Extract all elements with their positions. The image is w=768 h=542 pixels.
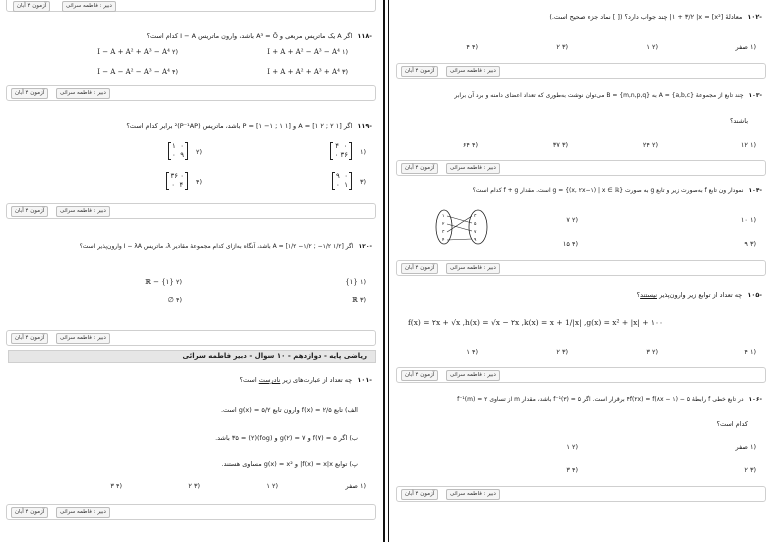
statement-b: ب) اگر f(۷) = ۵ و g(۲) = ۷ و (fog)(۲) = ۳۵ باشد.: [215, 434, 358, 442]
footer-bar: [6, 504, 376, 520]
footer-bar-top: [6, 0, 376, 12]
option-2[interactable]: (۲ ۲۴: [642, 141, 658, 149]
option-4[interactable]: (۴ I − A − A² − A³ − A⁴: [97, 68, 178, 76]
statement-c: پ) توابع f(x) = x|x| و g(x) = x² مساوی هستند.: [221, 460, 358, 468]
option-1[interactable]: (۱ صفر: [735, 43, 756, 51]
option-2[interactable]: (۲ I − A + A² + A³ − A⁴: [97, 48, 178, 56]
exam-chip: آزمون ۴ آبان: [11, 88, 48, 99]
option-1-matrix: ۴ ۰ ۰ ۳۶: [330, 142, 352, 160]
option-2[interactable]: (۲ ۱: [566, 443, 578, 451]
question-text: چند تابع از مجموعهٔ A = {a,b,c} به B = {m,n,p,q} می‌توان نوشت به‌طوری که تعداد اعضای دامنه و برد آن برابر: [454, 92, 744, 99]
option-2-label[interactable]: (۲: [195, 148, 202, 156]
teacher-chip: دبیر : فاطمه سرائی: [446, 163, 500, 174]
option-3-label[interactable]: (۳: [359, 178, 366, 186]
teacher-chip: دبیر : فاطمه سرائی: [446, 370, 500, 381]
footer-bar: [396, 160, 766, 176]
left-page: [0, 0, 378, 542]
teacher-chip: دبیر : فاطمه سرائی: [446, 66, 500, 77]
footer-bar: [396, 260, 766, 276]
teacher-chip: دبیر : فاطمه سرائی: [56, 206, 110, 217]
page-divider-thin: [388, 0, 389, 542]
venn-right-2: ۵: [474, 222, 477, 227]
footer-bar: [6, 85, 376, 101]
footer-bar: [396, 367, 766, 383]
option-3[interactable]: (۳ ۲: [556, 348, 568, 356]
question-103-line2: باشند؟: [729, 117, 748, 125]
question-104: -۱۰۴ نمودار ون تابع f به‌صورت زیر و تابع g به صورت g = {(x, ۲x−۱) | x ∈ ℝ} است. مقدار f + g کدام است؟: [472, 187, 762, 194]
option-2-matrix: ۱ ۰ ۰ ۹: [168, 142, 188, 160]
venn-left-4: ۴: [442, 238, 445, 243]
exam-chip: آزمون ۴ آبان: [11, 507, 48, 518]
option-3[interactable]: (۳ I + A + A² + A³ + A⁴: [267, 68, 348, 76]
option-3[interactable]: (۳ ۲: [556, 43, 568, 51]
question-106: -۱۰۶ در تابع خطی f رابطهٔ ۴f(۲x) = f(۸x − ۱) − ۵ برقرار است. اگر f⁻¹(۳) = ۵ باشد، مقدار m از تساوی f⁻¹(m) = ۲: [457, 396, 762, 403]
venn-right-3: ۷: [474, 230, 477, 235]
page-divider: [383, 0, 385, 542]
option-4[interactable]: (۴ ۴: [466, 43, 478, 51]
option-3[interactable]: (۳ ۹: [744, 240, 756, 248]
option-4[interactable]: (۴ ۳: [566, 466, 578, 474]
teacher-chip: دبیر : فاطمه سرائی: [56, 333, 110, 344]
teacher-chip: دبیر : فاطمه سرائی: [62, 1, 116, 12]
venn-arrow: [447, 239, 472, 240]
question-120: -۱۲۰ اگر A = [۱/۲ −۱/۲ ; −۱/۲ ۱/۲] باشد، آنگاه به‌ازای کدام مجموعهٔ مقادیر λ، ماتریس I − λA وارون‌پذیر است؟: [79, 243, 372, 250]
option-4-label[interactable]: (۴: [195, 178, 202, 186]
option-1[interactable]: (۱ ۱۰: [740, 216, 756, 224]
footer-bar: [396, 486, 766, 502]
teacher-chip: دبیر : فاطمه سرائی: [56, 507, 110, 518]
question-105: -۱۰۵ چه تعداد از توابع زیر وارون‌پذیر نیستند؟: [636, 291, 762, 299]
exam-chip: آزمون ۴ آبان: [401, 66, 438, 77]
option-2[interactable]: (۲ ۷: [566, 216, 578, 224]
section-header: ریاضی پایه - دوازدهم - ۱۰ سوال - دبیر فاطمه سرائی: [8, 350, 376, 363]
venn-diagram: [434, 208, 490, 246]
option-4[interactable]: (۴ ۱۵: [562, 240, 578, 248]
option-1[interactable]: (۱ {۱}: [345, 278, 366, 286]
option-3[interactable]: (۳ ℝ: [352, 296, 366, 304]
statement-a: الف) تابع f(x) = ۲/۵ وارون تابع g(x) = ۵/۲ است.: [220, 406, 358, 414]
option-1[interactable]: (۱ صفر: [735, 443, 756, 451]
option-3[interactable]: (۳ ۲: [744, 466, 756, 474]
exam-chip: آزمون ۴ آبان: [11, 333, 48, 344]
question-text: اگر A = [۱/۲ −۱/۲ ; −۱/۲ ۱/۲] باشد، آنگاه به‌ازای کدام مجموعهٔ مقادیر λ، ماتریس I − λA وارون‌پذیر است؟: [79, 243, 354, 250]
teacher-chip: دبیر : فاطمه سرائی: [446, 489, 500, 500]
option-4[interactable]: (۴ ۶۴: [462, 141, 478, 149]
venn-right-4: ۹: [474, 238, 477, 243]
question-101: -۱۰۱ چه تعداد از عبارت‌های زیر نادرست است؟: [239, 376, 372, 384]
question-102: -۱۰۲ معادلهٔ [x²] = ۱ + ۳/۲ |x| چند جواب دارد؟ ([ ] نماد جزء صحیح است.): [549, 13, 762, 21]
teacher-chip: دبیر : فاطمه سرائی: [446, 263, 500, 274]
venn-left-3: ۳: [442, 230, 445, 235]
option-2[interactable]: (۲ ۱: [646, 43, 658, 51]
question-text: نمودار ون تابع f به‌صورت زیر و تابع g به صورت g = {(x, ۲x−۱) | x ∈ ℝ} است. مقدار f + g کدام است؟: [472, 187, 744, 194]
question-text: اگر A = [۱ ۲ ; ۲ ۱] و P = [۱ −۱ ; ۱ ۱] باشد، ماتریس (P⁻¹AP)² برابر کدام است؟: [126, 122, 353, 130]
option-3[interactable]: (۳ ۳۷: [552, 141, 568, 149]
question-106-line2: کدام است؟: [716, 420, 748, 428]
footer-bar: [396, 63, 766, 79]
option-3-matrix: ۹ ۰ ۰ ۱: [332, 172, 352, 190]
teacher-chip: دبیر : فاطمه سرائی: [56, 88, 110, 99]
question-103: -۱۰۳ چند تابع از مجموعهٔ A = {a,b,c} به B = {m,n,p,q} می‌توان نوشت به‌طوری که تعداد اعضای دامنه و برد آن برابر: [454, 92, 762, 99]
option-1-label[interactable]: (۱: [359, 148, 366, 156]
venn-left-1: ۱: [442, 214, 445, 219]
option-2[interactable]: (۲ ℝ − {۱}: [145, 278, 182, 286]
question-text: اگر A یک ماتریس مربعی و A³ = Ō باشد، وارون ماتریس I − A کدام است؟: [146, 32, 353, 40]
exam-chip: آزمون ۴ آبان: [401, 370, 438, 381]
option-2[interactable]: (۲ ۱: [266, 482, 278, 490]
exam-chip: آزمون ۴ آبان: [401, 163, 438, 174]
exam-chip: آزمون ۴ آبان: [401, 263, 438, 274]
venn-left-2: ۲: [442, 222, 445, 227]
option-1[interactable]: (۱ ۴: [744, 348, 756, 356]
question-118: -۱۱۸ اگر A یک ماتریس مربعی و A³ = Ō باشد، وارون ماتریس I − A کدام است؟: [146, 32, 372, 40]
question-text: در تابع خطی f رابطهٔ ۴f(۲x) = f(۸x − ۱) − ۵ برقرار است. اگر f⁻¹(۳) = ۵ باشد، مقدار m از تساوی f⁻¹(m) = ۲: [457, 396, 744, 403]
exam-chip: آزمون ۴ آبان: [11, 206, 48, 217]
option-4[interactable]: (۴ ۳: [110, 482, 122, 490]
venn-arrow: [447, 216, 472, 223]
option-1[interactable]: (۱ ۱۲: [740, 141, 756, 149]
exam-chip: آزمون ۴ آبان: [401, 489, 438, 500]
option-1[interactable]: (۱ I + A + A² − A³ − A⁴: [267, 48, 348, 56]
option-4[interactable]: (۴ ∅: [167, 296, 182, 304]
question-text: معادلهٔ [x²] = ۱ + ۳/۲ |x| چند جواب دارد؟ ([ ] نماد جزء صحیح است.): [549, 13, 743, 21]
footer-bar: [6, 330, 376, 346]
option-2[interactable]: (۲ ۳: [646, 348, 658, 356]
exam-chip: آزمون ۴ آبان: [13, 1, 50, 12]
option-1[interactable]: (۱ صفر: [345, 482, 366, 490]
option-3[interactable]: (۳ ۲: [188, 482, 200, 490]
option-4-matrix: ۳۶ ۰ ۰ ۴: [166, 172, 188, 190]
footer-bar: [6, 203, 376, 219]
functions-list: f(x) = ۲x + √x ,h(x) = √x − ۲x ,k(x) = x + 1/|x| ,g(x) = x² + |x| + ۱۰۰: [408, 318, 664, 327]
right-page: [390, 0, 768, 542]
option-4[interactable]: (۴ ۱: [466, 348, 478, 356]
venn-right-1: ۳: [474, 214, 477, 219]
question-119: -۱۱۹ اگر A = [۱ ۲ ; ۲ ۱] و P = [۱ −۱ ; ۱ ۱] باشد، ماتریس (P⁻¹AP)² برابر کدام است؟: [126, 122, 372, 130]
